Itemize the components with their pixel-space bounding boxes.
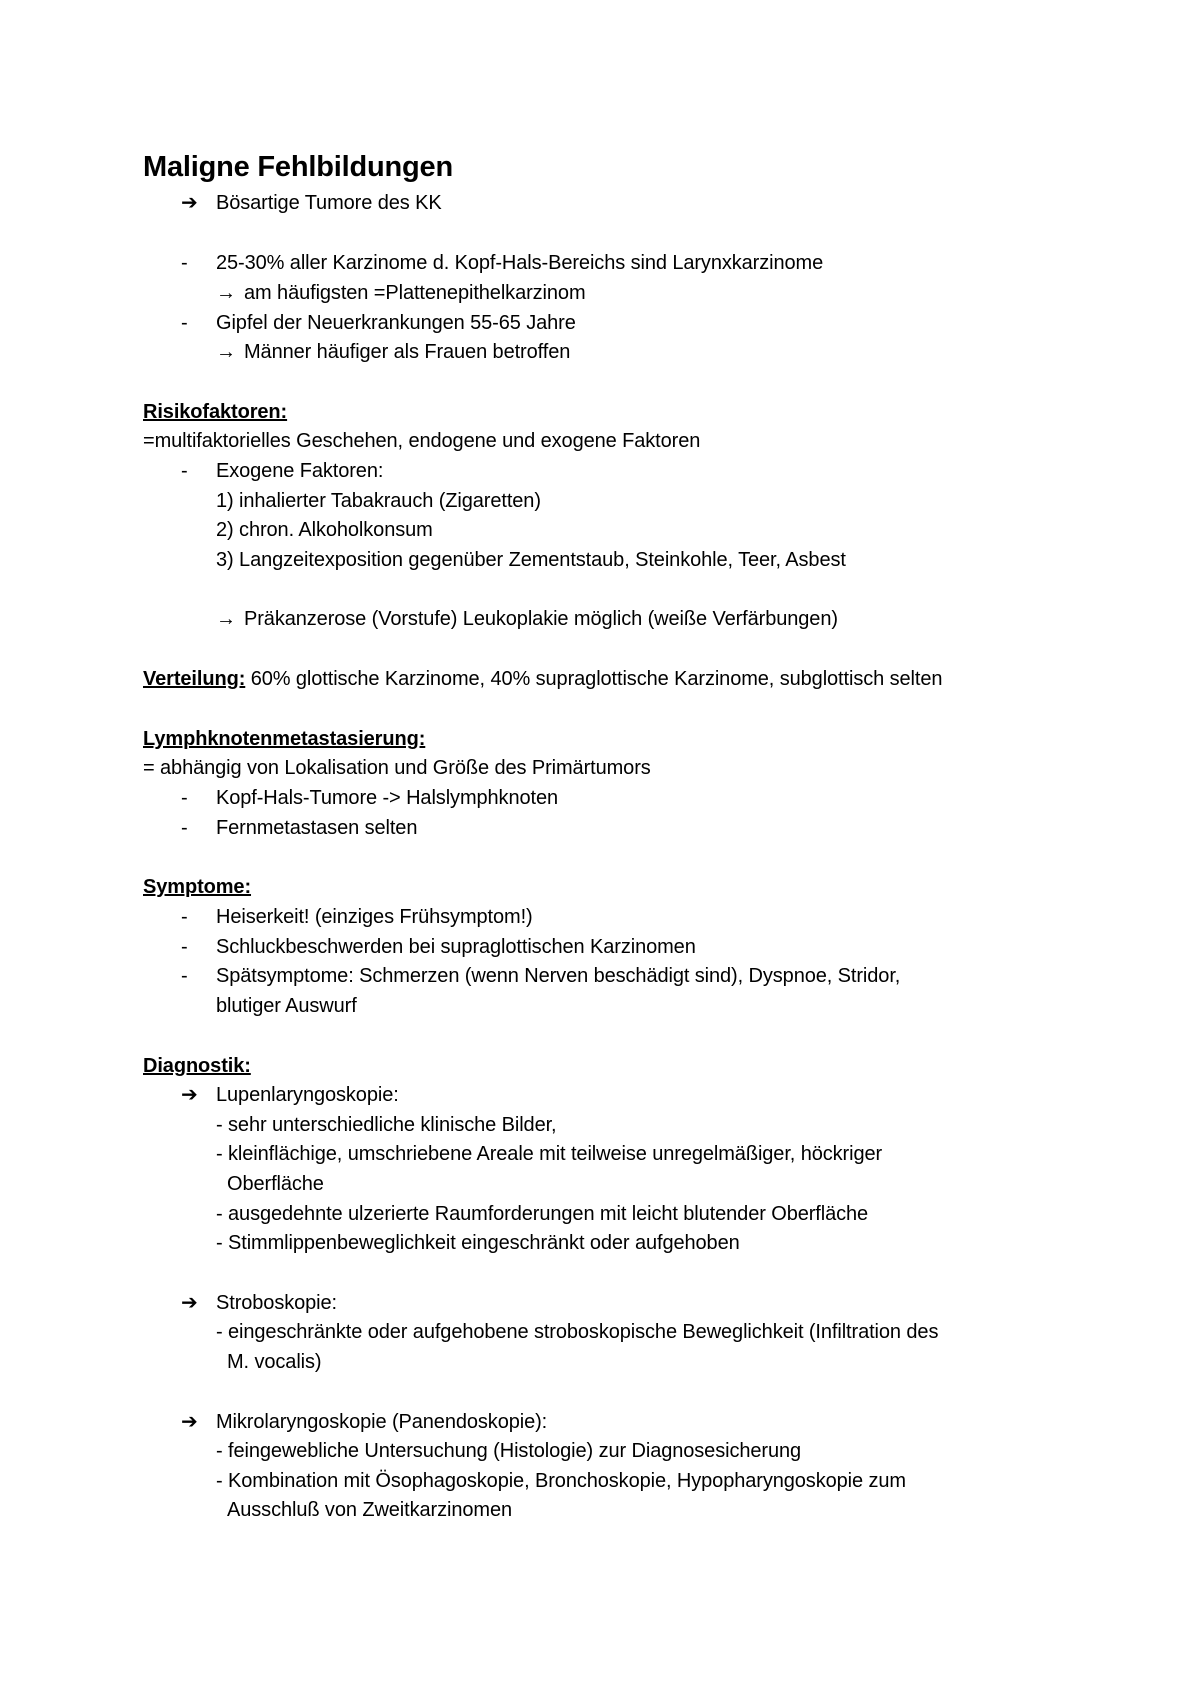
lupen-arrow <box>181 1083 198 1107</box>
risk-note-text: Präkanzerose (Vorstufe) Leukoplakie möglich (weiße Verfärbungen) <box>244 608 838 630</box>
risk-note <box>216 607 236 631</box>
symptom-item: Schluckbeschwerden bei supraglottischen Karzinomen <box>216 936 696 958</box>
risk-item: 1) inhalierter Tabakrauch (Zigaretten) <box>216 490 541 512</box>
strobo-label: Stroboskopie: <box>216 1292 337 1314</box>
dash-bullet: - <box>181 936 188 958</box>
arrow-right-icon: ➔ <box>181 192 198 214</box>
symptoms-heading: Symptome: <box>143 876 252 898</box>
mikro-line: - Kombination mit Ösophagoskopie, Bronchoskopie, Hypopharyngoskopie zum <box>216 1470 906 1492</box>
lymph-definition: = abhängig von Lokalisation und Größe des Primärtumors <box>143 757 651 779</box>
risk-item: 2) chron. Alkoholkonsum <box>216 519 433 541</box>
symptom-item-continued: blutiger Auswurf <box>216 995 357 1017</box>
distribution-text: 60% glottische Karzinome, 40% supraglottische Karzinome, subglottisch selten <box>245 668 943 690</box>
risk-definition: =multifaktorielles Geschehen, endogene und exogene Faktoren <box>143 430 701 452</box>
dash-bullet: - <box>181 965 188 987</box>
strobo-line: - eingeschränkte oder aufgehobene stroboskopische Beweglichkeit (Infiltration des <box>216 1321 939 1343</box>
lupen-line: - ausgedehnte ulzerierte Raumforderungen mit leicht blutender Oberfläche <box>216 1203 869 1225</box>
intro-subitem-text: am häufigsten =Plattenepithelkarzinom <box>244 282 586 304</box>
strobo-line: M. vocalis) <box>227 1351 322 1373</box>
intro-item: 25-30% aller Karzinome d. Kopf-Hals-Bereichs sind Larynxkarzinome <box>216 252 824 274</box>
arrow-right-icon: ➔ <box>181 1292 198 1314</box>
strobo-arrow <box>181 1291 198 1315</box>
page-title: Maligne Fehlbildungen <box>143 151 453 183</box>
lupen-line: - kleinflächige, umschriebene Areale mit teilweise unregelmäßiger, höckriger <box>216 1143 883 1165</box>
arrow-right-icon: → <box>216 608 236 630</box>
risk-item: 3) Langzeitexposition gegenüber Zementstaub, Steinkohle, Teer, Asbest <box>216 549 846 571</box>
mikro-line: Ausschluß von Zweitkarzinomen <box>227 1499 512 1521</box>
intro-subitem <box>216 281 236 305</box>
arrow-right-icon: → <box>216 282 236 304</box>
diagnostics-heading: Diagnostik: <box>143 1055 251 1077</box>
mikro-arrow <box>181 1410 198 1434</box>
mikro-label: Mikrolaryngoskopie (Panendoskopie): <box>216 1411 548 1433</box>
symptom-item: Heiserkeit! (einziges Frühsymptom!) <box>216 906 533 928</box>
lymph-item: Fernmetastasen selten <box>216 817 418 839</box>
lymph-item: Kopf-Hals-Tumore -> Halslymphknoten <box>216 787 558 809</box>
subtitle-line <box>181 191 198 215</box>
arrow-right-icon: → <box>216 341 236 363</box>
distribution-heading: Verteilung: <box>143 668 246 690</box>
intro-subitem <box>216 340 236 364</box>
dash-bullet: - <box>181 312 188 334</box>
arrow-right-icon: ➔ <box>181 1411 198 1433</box>
dash-bullet: - <box>181 906 188 928</box>
intro-subitem-text: Männer häufiger als Frauen betroffen <box>244 341 571 363</box>
intro-item: Gipfel der Neuerkrankungen 55-65 Jahre <box>216 312 576 334</box>
dash-bullet: - <box>181 787 188 809</box>
distribution-line <box>143 667 942 691</box>
lupen-line: - Stimmlippenbeweglichkeit eingeschränkt oder aufgehoben <box>216 1232 740 1254</box>
lupen-label: Lupenlaryngoskopie: <box>216 1084 399 1106</box>
lupen-line: - sehr unterschiedliche klinische Bilder, <box>216 1114 557 1136</box>
risk-exogenous-label: Exogene Faktoren: <box>216 460 384 482</box>
lupen-line: Oberfläche <box>227 1173 324 1195</box>
symptom-item: Spätsymptome: Schmerzen (wenn Nerven beschädigt sind), Dyspnoe, Stridor, <box>216 965 901 987</box>
dash-bullet: - <box>181 252 188 274</box>
lymph-heading: Lymphknotenmetastasierung: <box>143 728 426 750</box>
risk-heading: Risikofaktoren: <box>143 401 288 423</box>
dash-bullet: - <box>181 460 188 482</box>
dash-bullet: - <box>181 817 188 839</box>
subtitle-text: Bösartige Tumore des KK <box>216 192 442 214</box>
mikro-line: - feingewebliche Untersuchung (Histologie) zur Diagnosesicherung <box>216 1440 802 1462</box>
arrow-right-icon: ➔ <box>181 1084 198 1106</box>
